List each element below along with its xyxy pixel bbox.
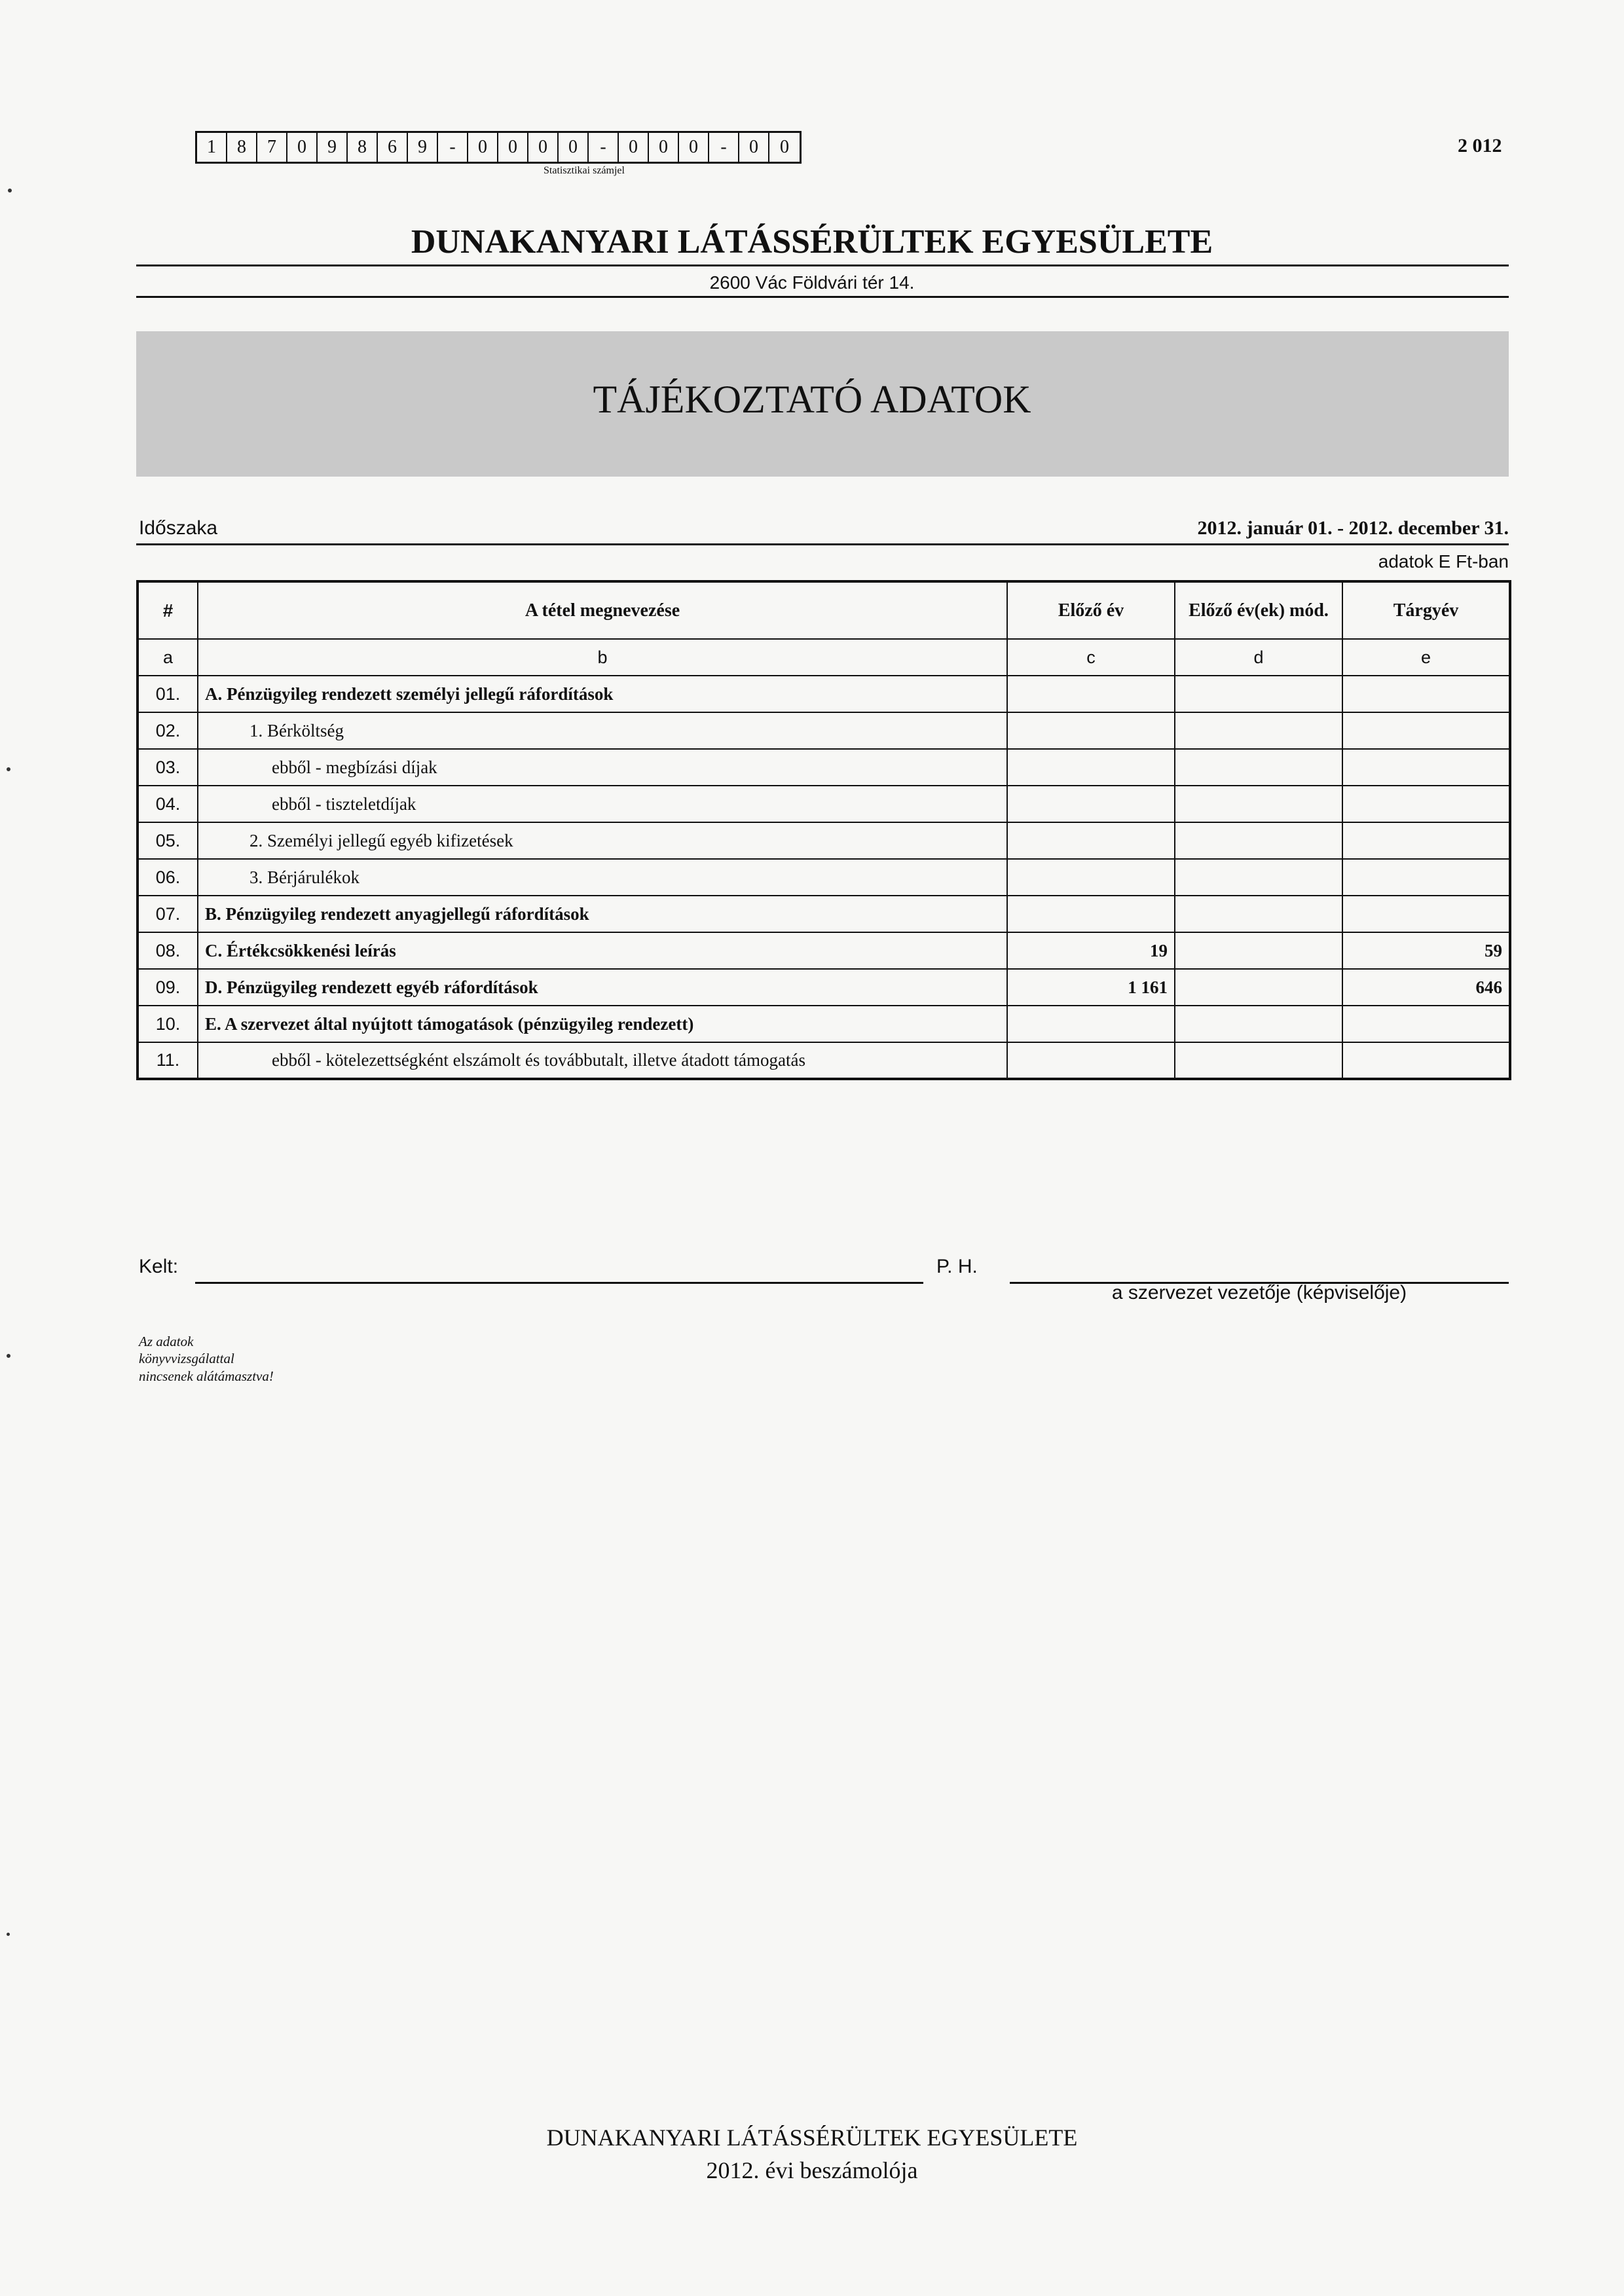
row-mod <box>1175 786 1342 822</box>
stat-digit: 0 <box>498 133 528 162</box>
row-current <box>1342 896 1510 932</box>
letter-e: e <box>1342 639 1510 676</box>
divider <box>136 264 1509 266</box>
stat-digit: 9 <box>408 133 438 162</box>
table-header-row <box>138 581 1510 639</box>
row-num: 06. <box>138 859 198 896</box>
row-current <box>1342 859 1510 896</box>
table-row <box>138 1042 1510 1079</box>
row-mod <box>1175 712 1342 749</box>
table-row <box>138 896 1510 932</box>
row-num: 04. <box>138 786 198 822</box>
unit-note: adatok E Ft-ban <box>1378 551 1509 572</box>
stat-digit: 0 <box>780 137 789 157</box>
letter-a: a <box>138 639 198 676</box>
date-place-label: Kelt: <box>139 1256 179 1277</box>
stat-digit: 1 <box>197 133 227 162</box>
row-num: 05. <box>138 822 198 859</box>
row-prev <box>1007 712 1175 749</box>
row-current <box>1342 1042 1510 1079</box>
row-num: 11. <box>138 1042 198 1079</box>
audit-note-line: nincsenek alátámasztva! <box>139 1368 274 1384</box>
row-num: 07. <box>138 896 198 932</box>
table-row <box>138 859 1510 896</box>
row-num: 09. <box>138 969 198 1006</box>
header-prev-mod: Előző év(ek) mód. <box>1175 581 1342 639</box>
row-current: 646 <box>1342 969 1510 1006</box>
row-current <box>1342 1006 1510 1042</box>
row-prev <box>1007 1006 1175 1042</box>
date-place-line <box>195 1282 923 1284</box>
speck <box>8 189 12 192</box>
header-current-year: Tárgyév <box>1342 581 1510 639</box>
stat-digit: 0 <box>649 133 679 162</box>
document-title: TÁJÉKOZTATÓ ADATOK <box>593 378 1031 421</box>
row-mod <box>1175 896 1342 932</box>
row-name: E. A szervezet által nyújtott támogatások (pénzügyileg rendezett) <box>198 1006 1007 1042</box>
row-mod <box>1175 749 1342 786</box>
row-name: ebből - kötelezettségként elszámolt és továbbutalt, illetve átadott támogatás <box>198 1042 1007 1079</box>
table-letter-row <box>138 639 1510 676</box>
row-name: 1. Bérköltség <box>198 712 1007 749</box>
row-mod <box>1175 932 1342 969</box>
row-prev: 1 161 <box>1007 969 1175 1006</box>
row-prev <box>1007 896 1175 932</box>
stat-separator: - <box>589 133 619 162</box>
letter-d: d <box>1175 639 1342 676</box>
speck <box>7 1354 10 1358</box>
row-current <box>1342 712 1510 749</box>
period-value: 2012. január 01. - 2012. december 31. <box>1197 517 1509 539</box>
header-prev-year: Előző év <box>1007 581 1175 639</box>
table-row <box>138 712 1510 749</box>
row-name: B. Pénzügyileg rendezett anyagjellegű ráfordítások <box>198 896 1007 932</box>
row-prev <box>1007 859 1175 896</box>
header-name: A tétel megnevezése <box>198 581 1007 639</box>
stat-digit: 9 <box>318 133 348 162</box>
table-row <box>138 749 1510 786</box>
row-mod <box>1175 859 1342 896</box>
divider <box>136 296 1509 298</box>
row-current <box>1342 822 1510 859</box>
row-prev <box>1007 786 1175 822</box>
row-current <box>1342 786 1510 822</box>
row-name: ebből - tiszteletdíjak <box>198 786 1007 822</box>
table-row <box>138 932 1510 969</box>
row-name: A. Pénzügyileg rendezett személyi jellegű ráfordítások <box>198 676 1007 712</box>
row-mod <box>1175 1006 1342 1042</box>
stat-digit: 0 <box>679 133 709 162</box>
row-num: 01. <box>138 676 198 712</box>
stat-digit: 7 <box>257 133 287 162</box>
speck <box>7 1933 10 1936</box>
report-year: 2 012 <box>1458 135 1502 156</box>
organization-name: DUNAKANYARI LÁTÁSSÉRÜLTEK EGYESÜLETE <box>411 223 1213 261</box>
letter-b: b <box>198 639 1007 676</box>
audit-note <box>139 1333 274 1385</box>
row-prev <box>1007 676 1175 712</box>
row-mod <box>1175 969 1342 1006</box>
table-row <box>138 1006 1510 1042</box>
letter-c: c <box>1007 639 1175 676</box>
table-row <box>138 786 1510 822</box>
audit-note-line: Az adatok <box>139 1334 194 1349</box>
row-name: 3. Bérjárulékok <box>198 859 1007 896</box>
row-current <box>1342 749 1510 786</box>
stat-digit: 8 <box>227 133 257 162</box>
table-row <box>138 676 1510 712</box>
stat-digit: 0 <box>739 133 769 162</box>
divider <box>136 543 1509 545</box>
row-prev <box>1007 749 1175 786</box>
row-mod <box>1175 822 1342 859</box>
row-name: C. Értékcsökkenési leírás <box>198 932 1007 969</box>
stat-digit: 0 <box>287 133 318 162</box>
row-num: 02. <box>138 712 198 749</box>
organization-address: 2600 Vác Földvári tér 14. <box>709 272 915 293</box>
statistical-number-boxes <box>195 131 802 164</box>
row-prev <box>1007 1042 1175 1079</box>
signature-caption: a szervezet vezetője (képviselője) <box>1111 1282 1407 1303</box>
stat-digit: 8 <box>348 133 378 162</box>
footer-report-title: 2012. évi beszámolója <box>706 2157 918 2184</box>
row-num: 08. <box>138 932 198 969</box>
stamp-place-label: P. H. <box>936 1256 978 1277</box>
page-footer <box>0 2121 1624 2187</box>
row-num: 03. <box>138 749 198 786</box>
row-name: ebből - megbízási díjak <box>198 749 1007 786</box>
row-prev: 19 <box>1007 932 1175 969</box>
row-name: D. Pénzügyileg rendezett egyéb ráfordítások <box>198 969 1007 1006</box>
stat-digit: 0 <box>619 133 649 162</box>
row-current <box>1342 676 1510 712</box>
data-table <box>136 580 1511 1080</box>
table-row <box>138 822 1510 859</box>
stat-digit: 0 <box>528 133 559 162</box>
row-mod <box>1175 1042 1342 1079</box>
row-num: 10. <box>138 1006 198 1042</box>
row-prev <box>1007 822 1175 859</box>
stat-separator: - <box>709 133 739 162</box>
footer-org-name: DUNAKANYARI LÁTÁSSÉRÜLTEK EGYESÜLETE <box>546 2124 1078 2151</box>
row-current: 59 <box>1342 932 1510 969</box>
stat-digit: 0 <box>468 133 498 162</box>
header-num: # <box>138 581 198 639</box>
period-label: Időszaka <box>139 517 218 539</box>
stat-digit: 0 <box>559 133 589 162</box>
table-row <box>138 969 1510 1006</box>
row-mod <box>1175 676 1342 712</box>
audit-note-line: könyvvizsgálattal <box>139 1351 234 1367</box>
stat-separator: - <box>438 133 468 162</box>
stat-digit: 6 <box>378 133 408 162</box>
speck <box>7 767 10 771</box>
row-name: 2. Személyi jellegű egyéb kifizetések <box>198 822 1007 859</box>
stat-number-label: Statisztikai számjel <box>544 165 625 176</box>
